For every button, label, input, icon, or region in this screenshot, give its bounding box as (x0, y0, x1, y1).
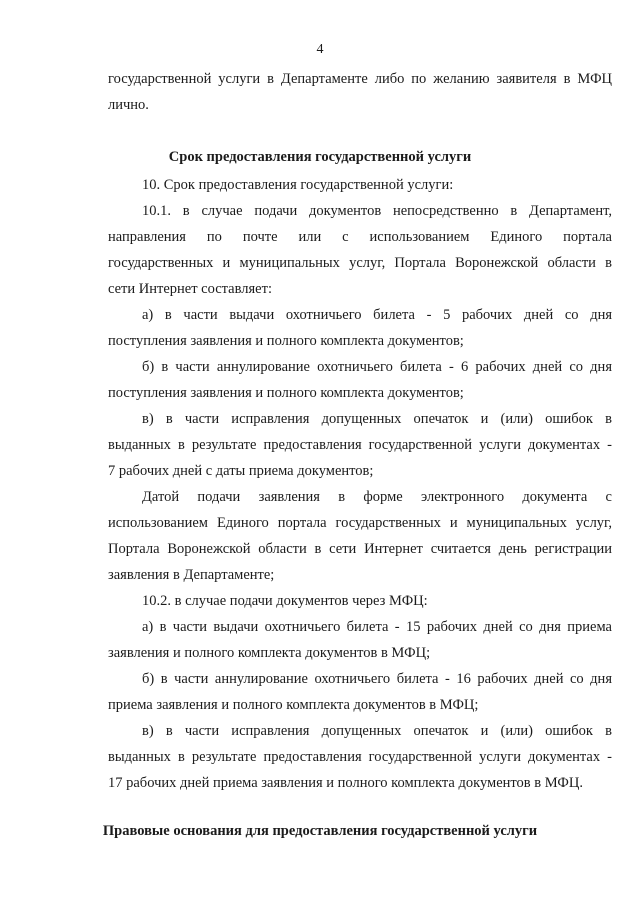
item-b-line-1: б) в части аннулирование охотничьего билета - 6 рабочих дней со дня (142, 359, 612, 375)
paragraph-10-1-line-3: государственных и муниципальных услуг, Портала Воронежской области в (108, 255, 612, 271)
item-v-line-2: выданных в результате предоставления государственной услуги документах - (108, 437, 612, 453)
paragraph-10-2: 10.2. в случае подачи документов через МФЦ: (142, 593, 428, 609)
mfc-item-v-line-3: 17 рабочих дней приема заявления и полного комплекта документов в МФЦ. (108, 775, 583, 791)
item-v-line-1: в) в части исправления допущенных опечаток и (или) ошибок в (142, 411, 612, 427)
section-heading-term: Срок предоставления государственной услуги (168, 149, 472, 165)
paragraph-10: 10. Срок предоставления государственной услуги: (142, 177, 454, 193)
paragraph-10-1-line-4: сети Интернет составляет: (108, 281, 272, 297)
paragraph-10-1-line-2: направления по почте или с использованием Единого портала (108, 229, 612, 245)
mfc-item-b-line-1: б) в части аннулирование охотничьего билета - 16 рабочих дней со дня (142, 671, 612, 687)
date-paragraph-line-2: использованием Единого портала государственных и муниципальных услуг, (108, 515, 612, 531)
date-paragraph-line-4: заявления в Департаменте; (108, 567, 275, 583)
section-heading-legal: Правовые основания для предоставления государственной услуги (102, 823, 538, 839)
item-a-line-1: а) в части выдачи охотничьего билета - 5 рабочих дней со дня (142, 307, 612, 323)
intro-line-2: лично. (108, 97, 149, 113)
mfc-item-a-line-2: заявления и полного комплекта документов в МФЦ; (108, 645, 431, 661)
item-v-line-3: 7 рабочих дней с даты приема документов; (108, 463, 374, 479)
mfc-item-v-line-1: в) в части исправления допущенных опечаток и (или) ошибок в (142, 723, 612, 739)
page-number: 4 (316, 42, 324, 57)
mfc-item-a-line-1: а) в части выдачи охотничьего билета - 15 рабочих дней со дня приема (142, 619, 612, 635)
item-a-line-2: поступления заявления и полного комплекта документов; (108, 333, 464, 349)
mfc-item-v-line-2: выданных в результате предоставления государственной услуги документах - (108, 749, 612, 765)
date-paragraph-line-3: Портала Воронежской области в сети Интернет считается день регистрации (108, 541, 612, 557)
paragraph-10-1-line-1: 10.1. в случае подачи документов непосредственно в Департамент, (142, 203, 612, 219)
intro-line-1: государственной услуги в Департаменте либо по желанию заявителя в МФЦ (108, 71, 612, 87)
mfc-item-b-line-2: приема заявления и полного комплекта документов в МФЦ; (108, 697, 479, 713)
date-paragraph-line-1: Датой подачи заявления в форме электронного документа с (142, 489, 612, 505)
item-b-line-2: поступления заявления и полного комплекта документов; (108, 385, 464, 401)
